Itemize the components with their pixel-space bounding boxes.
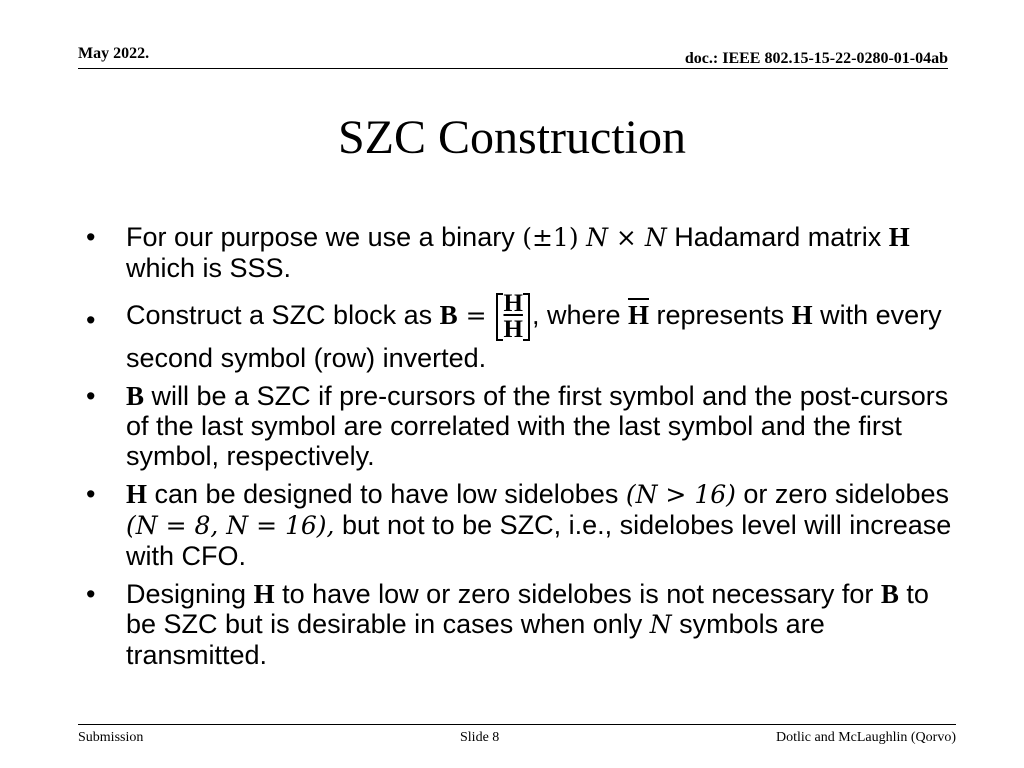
math-bold: H [253,579,275,609]
text: For our purpose we use a binary [126,222,523,252]
math: (N > 16) [625,480,736,509]
text: to be SZC but is desirable in cases when only [126,579,929,639]
footer-left: Submission [78,730,144,745]
math-bold: H [126,479,148,509]
text: Designing [126,579,254,609]
bullet-marker: • [86,579,96,609]
math: N [649,610,672,639]
math: = [457,301,495,331]
math: (±1) [522,223,579,252]
text: , where [531,300,628,331]
header-date: May 2022. [78,45,150,62]
math-bold: H [888,222,910,252]
bullet-1 [86,222,956,283]
text: or zero sidelobes [735,479,950,509]
text: but not to be SZC, i.e., sidelobes level will increase with CFO. [126,510,952,571]
bullet-marker: • [86,305,96,335]
math: (N = 8, N = 16), [126,511,335,540]
math: N × N [586,223,667,252]
text: will be a SZC if pre-cursors of the first symbol and the post-cursors of the last symbol are correlated with the last symbol and the first symbol, respectively. [126,381,949,471]
math-bold: $\overline{H}$ [627,300,649,331]
bullet-4 [86,479,956,571]
text: to have low or zero sidelobes is not necessary for [274,579,881,609]
text: with every second symbol (row) inverted. [126,300,942,373]
matrix-top: H [503,290,523,317]
header-rule [78,68,948,69]
bullet-marker: • [86,479,96,509]
text: Construct a SZC block as [126,300,440,331]
text: symbols are transmitted. [126,609,825,670]
bullet-5 [86,579,956,670]
footer-slide-number: Slide 8 [460,730,500,745]
footer-authors: Dotlic and McLaughlin (Qorvo) [775,730,956,745]
bullet-marker: • [86,381,96,411]
header-doc-id: doc.: IEEE 802.15-15-22-0280-01-04ab [684,50,948,67]
math-bold: H [791,300,813,331]
slide-title: SZC Construction [337,111,687,164]
text: represents [649,300,792,331]
math-bold: B [126,381,145,411]
footer-rule [78,724,956,725]
text: Hadamard matrix [666,222,889,252]
text: can be designed to have low sidelobes [147,479,626,509]
bullet-3 [86,381,956,471]
block-matrix [496,291,529,343]
text: which is SSS. [126,253,292,283]
bullet-list [86,222,956,678]
math-bold: B [880,579,899,609]
math-bold: B [439,300,458,331]
bullet-2 [86,291,956,373]
bullet-marker: • [86,222,96,252]
matrix-bottom: H [503,316,523,343]
